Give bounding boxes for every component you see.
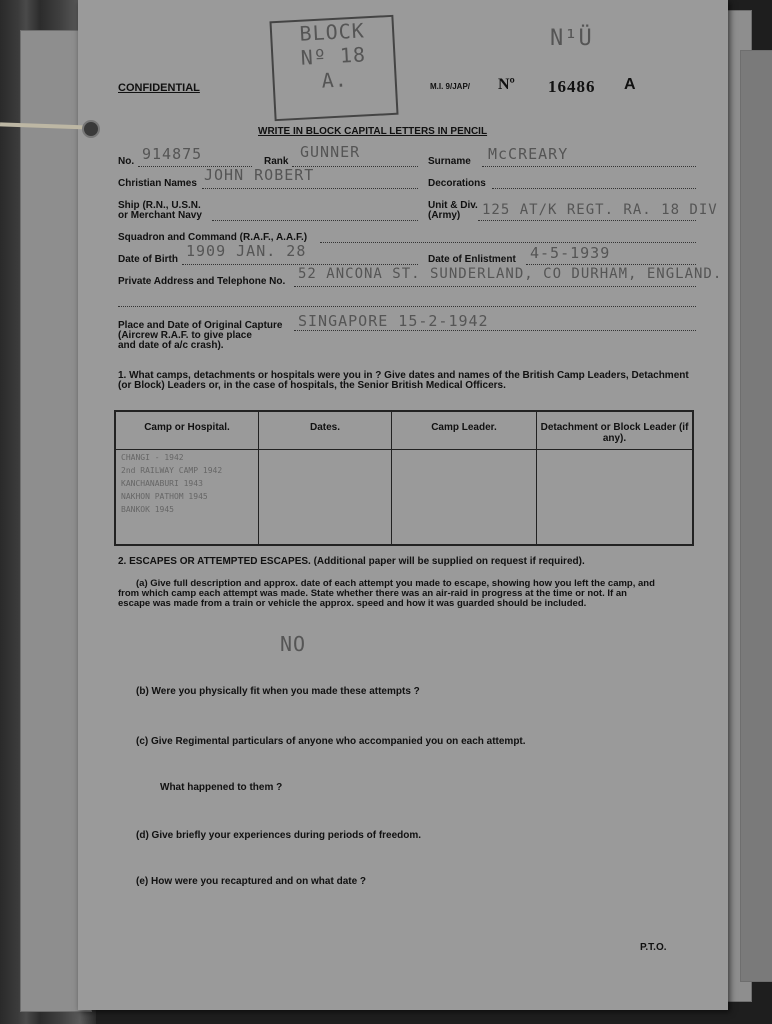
corner-note: N¹Ü	[550, 26, 593, 51]
dates-cell	[259, 450, 392, 546]
camp-entry: KANCHANABURI 1943	[121, 479, 203, 488]
christian-names-label: Christian Names	[118, 178, 197, 189]
document-page	[78, 0, 728, 1010]
question-2a-line-2: from which camp each attempt was made. State whether there was an air-raid in progress at the time or not. If an	[118, 588, 627, 599]
question-2e: (e) How were you recaptured and on what date ?	[136, 876, 367, 887]
question-2d: (d) Give briefly your experiences during periods of freedom.	[136, 830, 422, 841]
enlistment-label: Date of Enlistment	[428, 254, 516, 265]
question-2-title: 2. ESCAPES OR ATTEMPTED ESCAPES. (Additional paper will be supplied on request if required).	[118, 556, 585, 567]
question-1-line-1: 1. What camps, detachments or hospitals were you in ? Give dates and names of the British Camp Leaders, Detachment	[118, 370, 689, 381]
question-2c-followup: What happened to them ?	[160, 782, 283, 793]
address-value: 52 ANCONA ST. SUNDERLAND, CO DURHAM, ENGLAND.	[298, 266, 723, 282]
stamp-line-2: Nº 18	[300, 42, 367, 70]
camp-entry: NAKHON PATHOM 1945	[121, 492, 208, 501]
christian-names-value: JOHN ROBERT	[204, 166, 315, 184]
dob-label: Date of Birth	[118, 254, 178, 265]
block-leader-column-header: Detachment or Block Leader (if any).	[537, 411, 694, 450]
dates-column-header: Dates.	[259, 411, 392, 450]
camps-table	[114, 410, 694, 546]
address-label: Private Address and Telephone No.	[118, 276, 286, 287]
rank-label: Rank	[264, 156, 289, 167]
capture-label-3: and date of a/c crash).	[118, 340, 224, 351]
stamp-line-1: BLOCK	[298, 18, 366, 46]
question-2b: (b) Were you physically fit when you made these attempts ?	[136, 686, 420, 697]
unit-label-1: Unit & Div.	[428, 200, 478, 211]
block-leader-cell	[537, 450, 694, 546]
squadron-label: Squadron and Command (R.A.F., A.A.F.)	[118, 232, 308, 243]
dob-value: 1909 JAN. 28	[186, 242, 307, 260]
escape-answer: NO	[280, 632, 307, 656]
leader-column-header: Camp Leader.	[392, 411, 537, 450]
stamp-line-3: A.	[320, 67, 349, 93]
camp-entry: CHANGI - 1942	[121, 453, 184, 462]
capture-label-1: Place and Date of Original Capture	[118, 320, 283, 331]
camp-entry: 2nd RAILWAY CAMP 1942	[121, 466, 223, 475]
question-2a-line-3: escape was made from a train or vehicle the approx. speed and how it was guarded should be included.	[118, 598, 587, 609]
camp-cell	[115, 450, 259, 546]
no-field-value: 914875	[142, 145, 203, 163]
form-number: 16486	[548, 77, 596, 96]
question-2a-line-1: (a) Give full description and approx. date of each attempt you made to escape, showing how you left the camp, and	[136, 578, 655, 589]
back-sheet-edge	[740, 50, 772, 982]
unit-value: 125 AT/K REGT. RA. 18 DIV	[482, 202, 718, 218]
question-2c: (c) Give Regimental particulars of anyone who accompanied you on each attempt.	[136, 736, 526, 747]
form-suffix: A	[624, 76, 636, 93]
surname-label: Surname	[428, 156, 471, 167]
unit-label-2: (Army)	[428, 210, 461, 221]
block-stamp	[269, 15, 398, 121]
instruction-heading: WRITE IN BLOCK CAPITAL LETTERS IN PENCIL	[258, 126, 488, 137]
question-1-line-2: (or Block) Leaders or, in the case of hospitals, the Senior British Medical Officers.	[118, 380, 506, 391]
rank-value: GUNNER	[300, 143, 361, 161]
enlistment-value: 4-5-1939	[530, 244, 611, 262]
decorations-label: Decorations	[428, 178, 486, 189]
surname-value: McCREARY	[488, 145, 569, 163]
camp-column-header: Camp or Hospital.	[115, 411, 259, 450]
confidential-label: CONFIDENTIAL	[118, 82, 200, 94]
capture-value: SINGAPORE 15-2-1942	[298, 312, 489, 330]
no-field-label: No.	[118, 156, 135, 167]
ref-label: M.I. 9/JAP/	[430, 82, 471, 91]
camp-entry: BANKOK 1945	[121, 505, 174, 514]
no-label: Nº	[498, 76, 515, 93]
pto-label: P.T.O.	[640, 942, 667, 953]
punch-hole	[82, 120, 100, 138]
ship-label-2: or Merchant Navy	[118, 210, 202, 221]
leader-cell	[392, 450, 537, 546]
capture-label-2: (Aircrew R.A.F. to give place	[118, 330, 252, 341]
ship-label-1: Ship (R.N., U.S.N.	[118, 200, 201, 211]
